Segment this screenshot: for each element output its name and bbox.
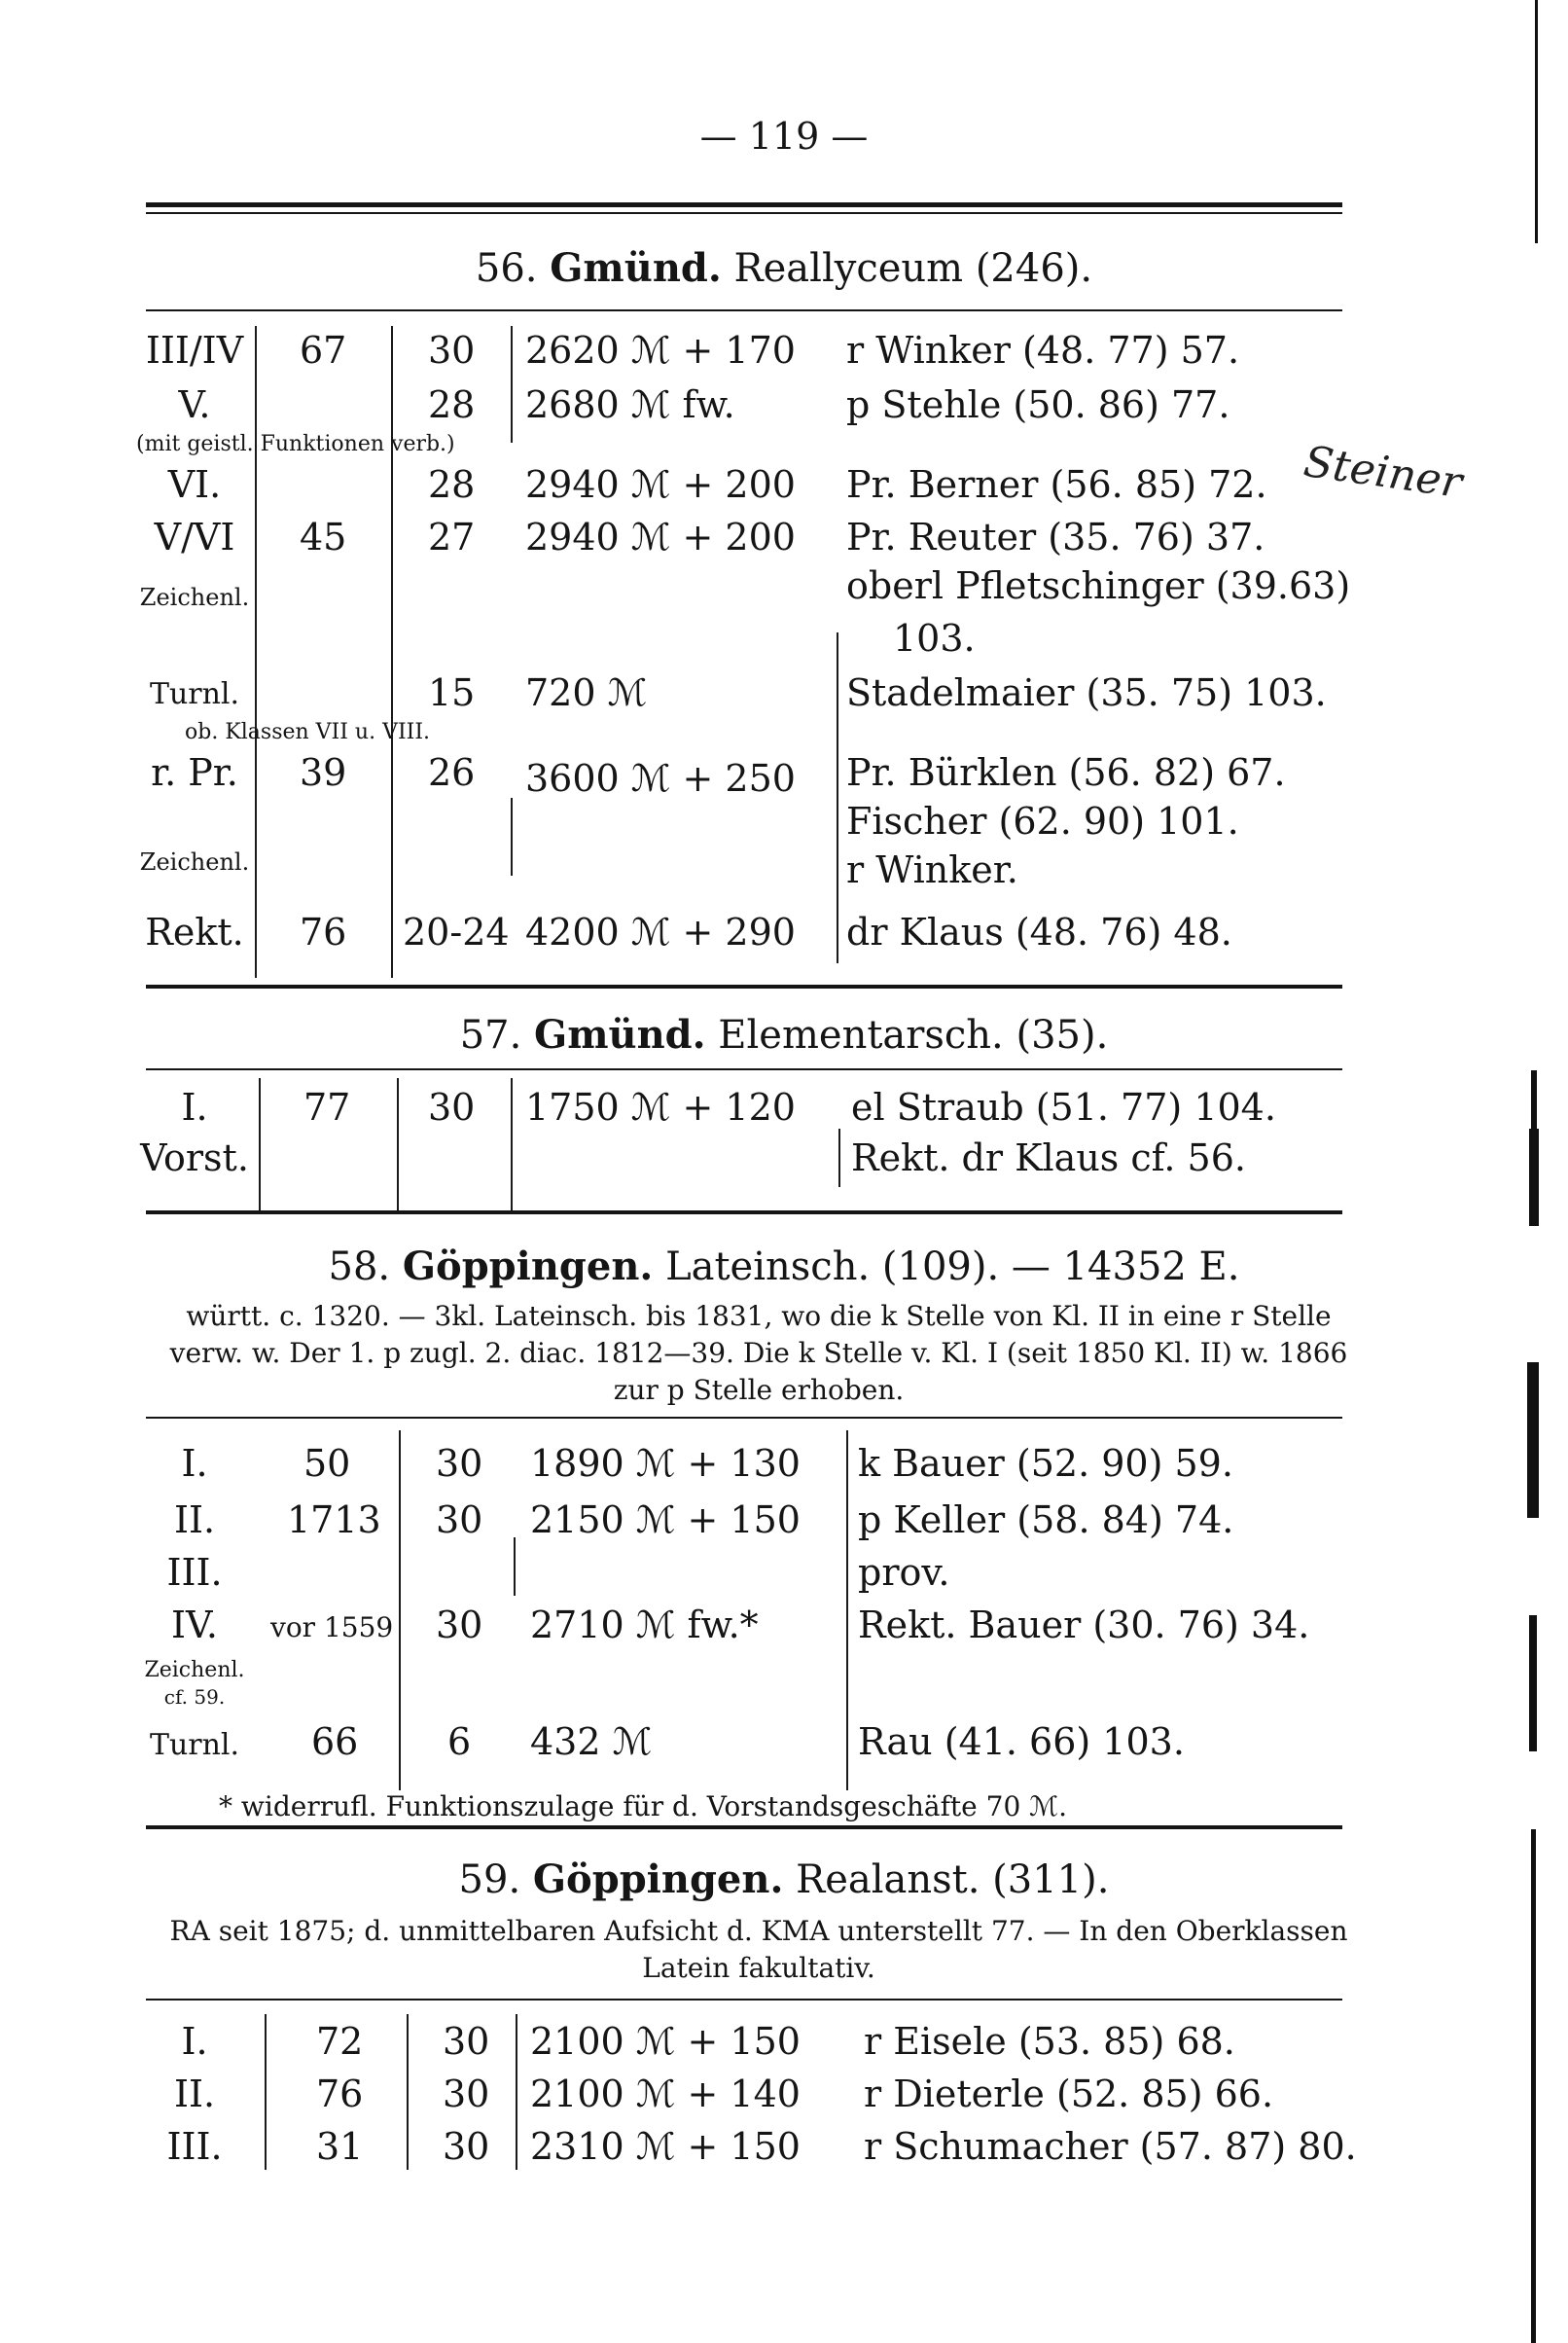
table-row-teacher: Fischer (62. 90) 101. (846, 800, 1239, 843)
top-rule-thin (146, 212, 1342, 214)
section-58-col-line-1 (399, 1430, 401, 1790)
table-row-teacher: p Stehle (50. 86) 77. (846, 383, 1230, 426)
table-row-salary: 2310 ℳ + 150 (530, 2125, 801, 2168)
page-number: — 119 — (699, 115, 869, 158)
table-row-teacher: Pr. Berner (56. 85) 72. (846, 463, 1267, 506)
table-row-teacher: r Winker (48. 77) 57. (846, 329, 1240, 372)
table-row-class: II. (173, 2073, 216, 2115)
table-row-hours: 30 (428, 1086, 476, 1129)
section-56-col-line-2 (391, 326, 393, 978)
table-row-salary: 2940 ℳ + 200 (525, 463, 796, 506)
section-59-town: Göppingen. (532, 1856, 784, 1902)
table-row-class: III/IV (145, 329, 244, 372)
table-row-hours: 28 (428, 463, 476, 506)
table-row-class: Vorst. (140, 1136, 249, 1179)
section-58-footnote: * widerrufl. Funktionszulage für d. Vorstandsgeschäfte 70 ℳ. (219, 1790, 1068, 1822)
section-56-col-line-4 (837, 632, 838, 963)
section-59-title: Realanst. (311). (796, 1857, 1110, 1902)
table-row-teacher: el Straub (51. 77) 104. (851, 1086, 1276, 1129)
table-row-pupils: 67 (300, 329, 347, 372)
table-row-class: Zeichenl. (139, 584, 250, 611)
table-row-salary: 432 ℳ (530, 1720, 653, 1763)
scan-edge-mark (1529, 1129, 1539, 1226)
table-row-teacher: Rau (41. 66) 103. (858, 1720, 1185, 1763)
table-row-pupils: 50 (303, 1442, 351, 1485)
table-row-pupils: vor 1559 (270, 1611, 394, 1643)
table-row-salary: 1750 ℳ + 120 (525, 1086, 796, 1129)
table-row-pupils: 76 (300, 911, 347, 954)
section-58-note: württ. c. 1320. — 3kl. Lateinsch. bis 1831, wo die k Stelle von Kl. II in eine r Stelle verw. w. Der 1. p zugl. 2. diac. 1812—39. Die k Stelle v. Kl. I (seit 1850 Kl. II) w. 1866 zur p Stelle erhoben. (169, 1300, 1348, 1406)
section-56-rule (146, 309, 1342, 311)
section-57-col-line-4 (838, 1129, 840, 1187)
section-58-end-rule (146, 1825, 1342, 1829)
table-row-class: VI. (167, 463, 222, 506)
table-row-salary: 2620 ℳ + 170 (525, 329, 796, 372)
section-57-rule (146, 1068, 1342, 1070)
sub-note-turnl: ob. Klassen VII u. VIII. (185, 720, 431, 744)
table-row-hours: 30 (443, 2125, 490, 2168)
table-row-class: r. Pr. (151, 751, 238, 794)
section-57-col-line-3 (511, 1078, 513, 1214)
table-row-hours: 26 (428, 751, 476, 794)
table-row-hours: 30 (428, 329, 476, 372)
table-row-hours: 30 (443, 2073, 490, 2115)
table-row-hours: 20-24 (403, 911, 510, 954)
section-56-end-rule (146, 985, 1342, 989)
section-59-header (0, 1856, 1568, 1902)
table-row-class: III. (166, 1551, 223, 1594)
table-row-class: Zeichenl. (139, 848, 250, 876)
section-58-header (0, 1244, 1568, 1289)
table-row-teacher: 103. (893, 617, 976, 660)
section-59-col-line-3 (516, 2014, 517, 2170)
table-row-class: I. (181, 1086, 208, 1129)
table-row-class: IV. (171, 1604, 218, 1646)
table-row-teacher: r Winker. (846, 848, 1018, 891)
table-row-teacher: r Dieterle (52. 85) 66. (864, 2073, 1274, 2115)
table-row-hours: 15 (428, 671, 476, 714)
section-57-title: Elementarsch. (35). (718, 1013, 1109, 1058)
table-row-class: V. (178, 383, 211, 426)
table-row-hours: 6 (447, 1720, 472, 1763)
section-59-col-line-2 (407, 2014, 409, 2170)
table-row-class: Zeichenl. (144, 1658, 245, 1682)
table-row-teacher: prov. (858, 1551, 950, 1594)
table-row-hours: 27 (428, 516, 476, 559)
table-row-teacher: p Keller (58. 84) 74. (858, 1498, 1234, 1541)
table-row-salary: 2680 ℳ fw. (525, 383, 735, 426)
table-row-class: Turnl. (149, 1728, 240, 1762)
table-row-hours: 30 (436, 1604, 483, 1646)
table-row-class: I. (181, 1442, 208, 1485)
section-58-col-line-2 (514, 1537, 516, 1596)
table-row-hours: 28 (428, 383, 476, 426)
section-56-col-line-3 (511, 326, 513, 443)
section-58-number: 58. (328, 1244, 391, 1289)
table-row-teacher: oberl Pfletschinger (39.63) (846, 564, 1351, 607)
section-58-title: Lateinsch. (109). — 14352 E. (665, 1244, 1240, 1289)
scan-edge-mark (1535, 0, 1538, 243)
sub-note-v: (mit geistl. Funktionen verb.) (136, 432, 455, 456)
table-row-hours: 30 (443, 2020, 490, 2063)
section-57-end-rule (146, 1210, 1342, 1214)
table-row-teacher: dr Klaus (48. 76) 48. (846, 911, 1232, 954)
section-56-town: Gmünd. (550, 245, 722, 291)
table-row-pupils: 45 (300, 516, 347, 559)
table-row-salary: 2150 ℳ + 150 (530, 1498, 801, 1541)
table-row-teacher: r Schumacher (57. 87) 80. (864, 2125, 1357, 2168)
section-59-number: 59. (458, 1857, 521, 1902)
table-row-teacher: Pr. Bürklen (56. 82) 67. (846, 751, 1286, 794)
section-59-note: RA seit 1875; d. unmittelbaren Aufsicht d. KMA unterstellt 77. — In den Oberklassen Latein fakultativ. (169, 1915, 1348, 1984)
table-row-pupils: 72 (316, 2020, 364, 2063)
section-56-title: Reallyceum (246). (733, 246, 1093, 291)
section-57-header (0, 1012, 1568, 1058)
table-row-salary: 3600 ℳ + 250 (525, 757, 796, 800)
table-row-salary: 2100 ℳ + 150 (530, 2020, 801, 2063)
table-row-salary: 720 ℳ (525, 671, 648, 714)
table-row-teacher: Pr. Reuter (35. 76) 37. (846, 516, 1265, 559)
table-row-pupils: 76 (316, 2073, 364, 2115)
section-58-rule (146, 1417, 1342, 1419)
section-57-number: 57. (459, 1013, 522, 1058)
table-row-teacher: Rekt. dr Klaus cf. 56. (851, 1136, 1246, 1179)
scan-edge-mark (1527, 1362, 1539, 1518)
section-56-number: 56. (475, 246, 538, 291)
scan-edge-mark (1531, 1829, 1536, 2343)
table-row-teacher: Rekt. Bauer (30. 76) 34. (858, 1604, 1310, 1646)
table-row-teacher: k Bauer (52. 90) 59. (858, 1442, 1233, 1485)
table-row-salary: 4200 ℳ + 290 (525, 911, 796, 954)
top-rule (146, 202, 1342, 207)
section-59-rule (146, 1999, 1342, 2001)
section-57-col-line-2 (397, 1078, 399, 1214)
table-row-salary: 2710 ℳ fw.* (530, 1604, 759, 1646)
table-row-class: Turnl. (149, 677, 240, 711)
table-row-class: II. (173, 1498, 216, 1541)
scan-edge-mark (1529, 1615, 1537, 1751)
section-56-col-line-3b (511, 798, 513, 876)
table-row-pupils: 39 (300, 751, 347, 794)
table-row-pupils: 66 (311, 1720, 359, 1763)
table-row-teacher: r Eisele (53. 85) 68. (864, 2020, 1235, 2063)
table-row-class: III. (166, 2125, 223, 2168)
section-58-town: Göppingen. (402, 1244, 654, 1289)
section-59-col-line-1 (265, 2014, 267, 2170)
table-row-class: Rekt. (145, 911, 244, 954)
table-row-pupils: 77 (303, 1086, 351, 1129)
table-row-teacher: Stadelmaier (35. 75) 103. (846, 671, 1327, 714)
table-row-class: V/VI (154, 516, 235, 559)
section-56-header (0, 245, 1568, 291)
zeichenl-ref: cf. 59. (163, 1685, 226, 1709)
section-57-town: Gmünd. (534, 1012, 706, 1058)
table-row-class: I. (181, 2020, 208, 2063)
table-row-hours: 30 (436, 1498, 483, 1541)
table-row-salary: 2940 ℳ + 200 (525, 516, 796, 559)
table-row-hours: 30 (436, 1442, 483, 1485)
table-row-salary: 2100 ℳ + 140 (530, 2073, 801, 2115)
table-row-pupils: 1713 (287, 1498, 381, 1541)
section-58-col-line-3 (846, 1430, 848, 1790)
handwritten-annotation: Steiner (1301, 436, 1466, 509)
table-row-pupils: 31 (316, 2125, 364, 2168)
table-row-salary: 1890 ℳ + 130 (530, 1442, 801, 1485)
